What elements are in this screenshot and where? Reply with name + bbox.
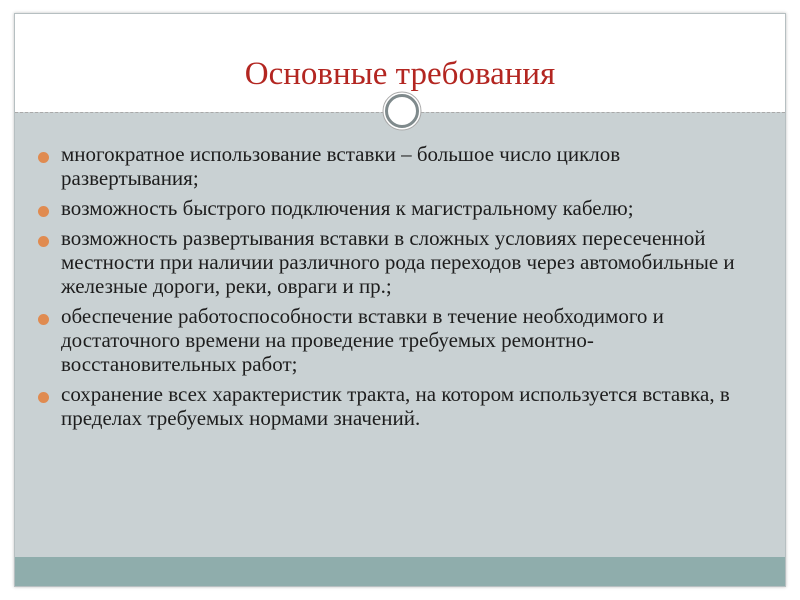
bullet-list (37, 142, 757, 436)
footer-bar (15, 557, 785, 586)
list-item (37, 382, 757, 430)
bullet-dot-icon (38, 314, 49, 325)
list-item (37, 196, 757, 220)
bullet-dot-icon (38, 152, 49, 163)
slide (14, 13, 786, 587)
bullet-dot-icon (38, 392, 49, 403)
list-item (37, 142, 757, 190)
slide-title: Основные требования (244, 56, 556, 92)
list-item-text: обеспечение работоспособности вставки в течение необходимого и достаточного времени на проведение требуемых ремонтно-восстановительных работ; (61, 304, 664, 376)
list-item-text: многократное использование вставки – большое число циклов развертывания; (61, 142, 621, 190)
bullet-dot-icon (38, 236, 49, 247)
list-item-text: возможность быстрого подключения к магистральному кабелю; (61, 196, 634, 220)
list-item-text: возможность развертывания вставки в сложных условиях пересеченной местности при наличии различного рода переходов через автомобильные и железные дороги, реки, овраги и пр.; (61, 226, 735, 298)
list-item-text: сохранение всех характеристик тракта, на котором используется вставка, в пределах требуемых нормами значений. (61, 382, 730, 430)
circle-ornament-icon (382, 91, 422, 131)
list-item (37, 226, 757, 298)
list-item (37, 304, 757, 376)
bullet-dot-icon (38, 206, 49, 217)
